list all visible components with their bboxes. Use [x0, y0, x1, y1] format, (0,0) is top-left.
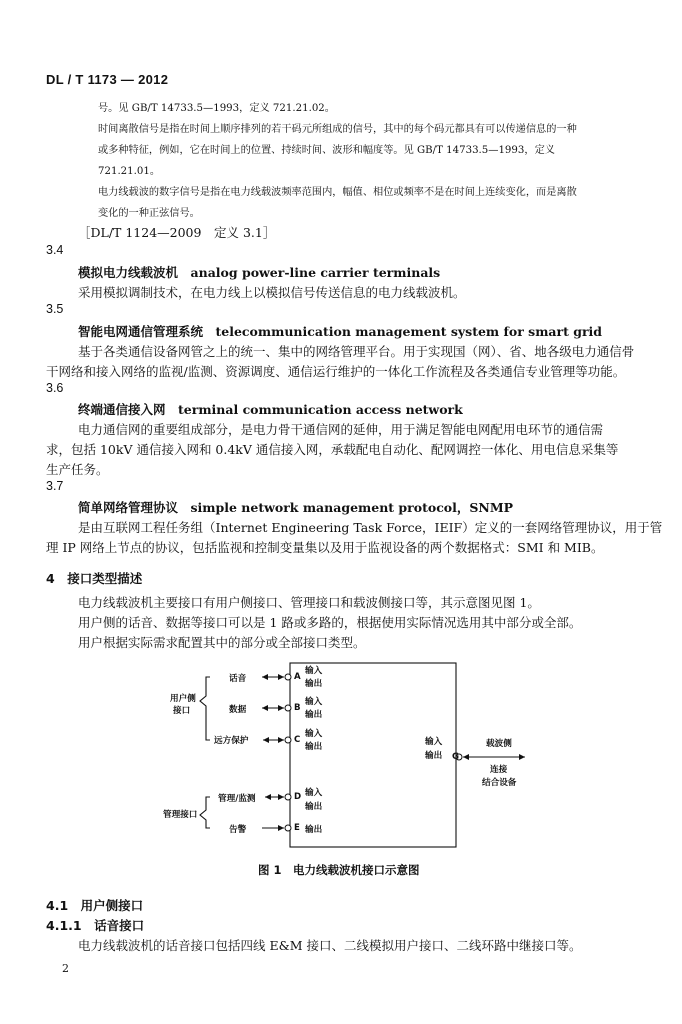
source-reference: ［DL/T 1124—2009 定义 3.1］	[78, 225, 276, 240]
output-label: 输出	[305, 742, 323, 752]
note-line: 变化的一种正弦信号。	[98, 208, 200, 219]
section-heading: 4 接口类型描述	[46, 571, 143, 586]
input-label: 输入	[425, 737, 443, 747]
output-label: 输出	[425, 751, 443, 761]
input-label: 输入	[305, 697, 323, 707]
section-number: 3.5	[46, 302, 64, 316]
management-label: 管理接口	[163, 810, 198, 820]
connect-label: 连接	[490, 765, 508, 775]
input-label: 输入	[305, 729, 323, 739]
voice-label: 话音	[229, 674, 247, 684]
note-line: 或多种特征，例如，它在时间上的位置、持续时间、波形和幅度等。见 GB/T 14733.5—1993，定义	[98, 145, 555, 156]
note-line: 电力线载波的数字信号是指在电力线载波频率范围内，幅值、相位或频率不是在时间上连续变化，而是离散	[98, 187, 577, 198]
section-number: 3.4	[46, 243, 64, 257]
document-code: DL / T 1173 — 2012	[46, 72, 169, 87]
paragraph-line: 用户侧的话音、数据等接口可以是 1 路或多路的，根据使用实际情况选用其中部分或全部。	[78, 615, 582, 630]
alarm-label: 告警	[229, 825, 247, 835]
output-label: 输出	[305, 710, 323, 720]
output-label: 输出	[305, 802, 323, 812]
definition-line: 采用模拟调制技术，在电力线上以模拟信号传送信息的电力线载波机。	[78, 285, 466, 300]
port-g-label: G	[452, 752, 460, 762]
section-number: 3.6	[46, 381, 64, 395]
management-bracket	[200, 797, 210, 828]
port-b-circle	[285, 705, 291, 711]
port-e-circle	[285, 825, 291, 831]
management-monitor-label: 管理/监测	[218, 794, 256, 804]
user-side-bracket	[200, 677, 210, 740]
definition-line: 是由互联网工程任务组（Internet Engineering Task Force，IEIF）定义的一套网络管理协议，用于管	[78, 520, 663, 535]
port-a-circle	[285, 674, 291, 680]
paragraph-line: 电力线载波机的话音接口包括四线 E&M 接口、二线模拟用户接口、二线环路中继接口等。	[78, 938, 582, 953]
data-label: 数据	[229, 705, 247, 715]
coupling-device-label: 结合设备	[482, 778, 517, 788]
paragraph-line: 用户根据实际需求配置其中的部分或全部接口类型。	[78, 635, 366, 650]
figure-caption: 图 1 电力线载波机接口示意图	[258, 863, 420, 877]
input-label: 输入	[305, 788, 323, 798]
term-title: 简单网络管理协议 simple network management protocol，SNMP	[78, 500, 514, 515]
definition-line: 基于各类通信设备网管之上的统一、集中的网络管理平台。用于实现国（网）、省、地各级电力通信骨	[78, 344, 635, 359]
section-heading: 4.1.1 话音接口	[46, 918, 145, 933]
port-b-label: B	[294, 703, 301, 713]
note-line: 号。见 GB/T 14733.5—1993，定义 721.21.02。	[98, 103, 335, 114]
term-title: 智能电网通信管理系统 telecommunication management system for smart grid	[78, 324, 603, 339]
port-d-label: D	[294, 792, 302, 802]
section-heading: 4.1 用户侧接口	[46, 898, 144, 913]
section-number: 3.7	[46, 479, 64, 493]
page-number: 2	[62, 962, 69, 975]
user-side-label: 接口	[173, 706, 191, 716]
port-c-label: C	[294, 735, 301, 745]
term-title: 模拟电力线载波机 analog power-line carrier terminals	[78, 265, 441, 280]
definition-line: 求，包括 10kV 通信接入网和 0.4kV 通信接入网，承载配电自动化、配网调控一体化、用电信息采集等	[46, 442, 619, 457]
remote-protection-label: 远方保护	[214, 736, 249, 746]
port-c-circle	[285, 737, 291, 743]
output-label: 输出	[305, 825, 323, 835]
port-e-label: E	[294, 823, 300, 833]
note-line: 时间离散信号是指在时间上顺序排列的若干码元所组成的信号，其中的每个码元都具有可以传递信息的一种	[98, 124, 577, 135]
user-side-label: 用户侧	[170, 694, 196, 704]
port-d-circle	[285, 794, 291, 800]
paragraph-line: 电力线载波机主要接口有用户侧接口、管理接口和载波侧接口等，其示意图见图 1。	[78, 595, 540, 610]
port-a-label: A	[294, 672, 301, 682]
definition-line: 理 IP 网络上节点的协议，包括监视和控制变量集以及用于监视设备的两个数据格式：SMI 和 MIB。	[46, 540, 604, 555]
definition-line: 电力通信网的重要组成部分，是电力骨干通信网的延伸，用于满足智能电网配用电环节的通信需	[78, 422, 604, 437]
carrier-side-label: 载波侧	[486, 739, 512, 749]
note-line: 721.21.01。	[98, 166, 161, 177]
definition-line: 生产任务。	[46, 462, 109, 477]
term-title: 终端通信接入网 terminal communication access network	[78, 402, 463, 417]
input-label: 输入	[305, 666, 323, 676]
definition-line: 干网络和接入网络的监视/监测、资源调度、通信运行维护的一体化工作流程及各类通信专业管理等功能。	[46, 364, 626, 379]
output-label: 输出	[305, 679, 323, 689]
